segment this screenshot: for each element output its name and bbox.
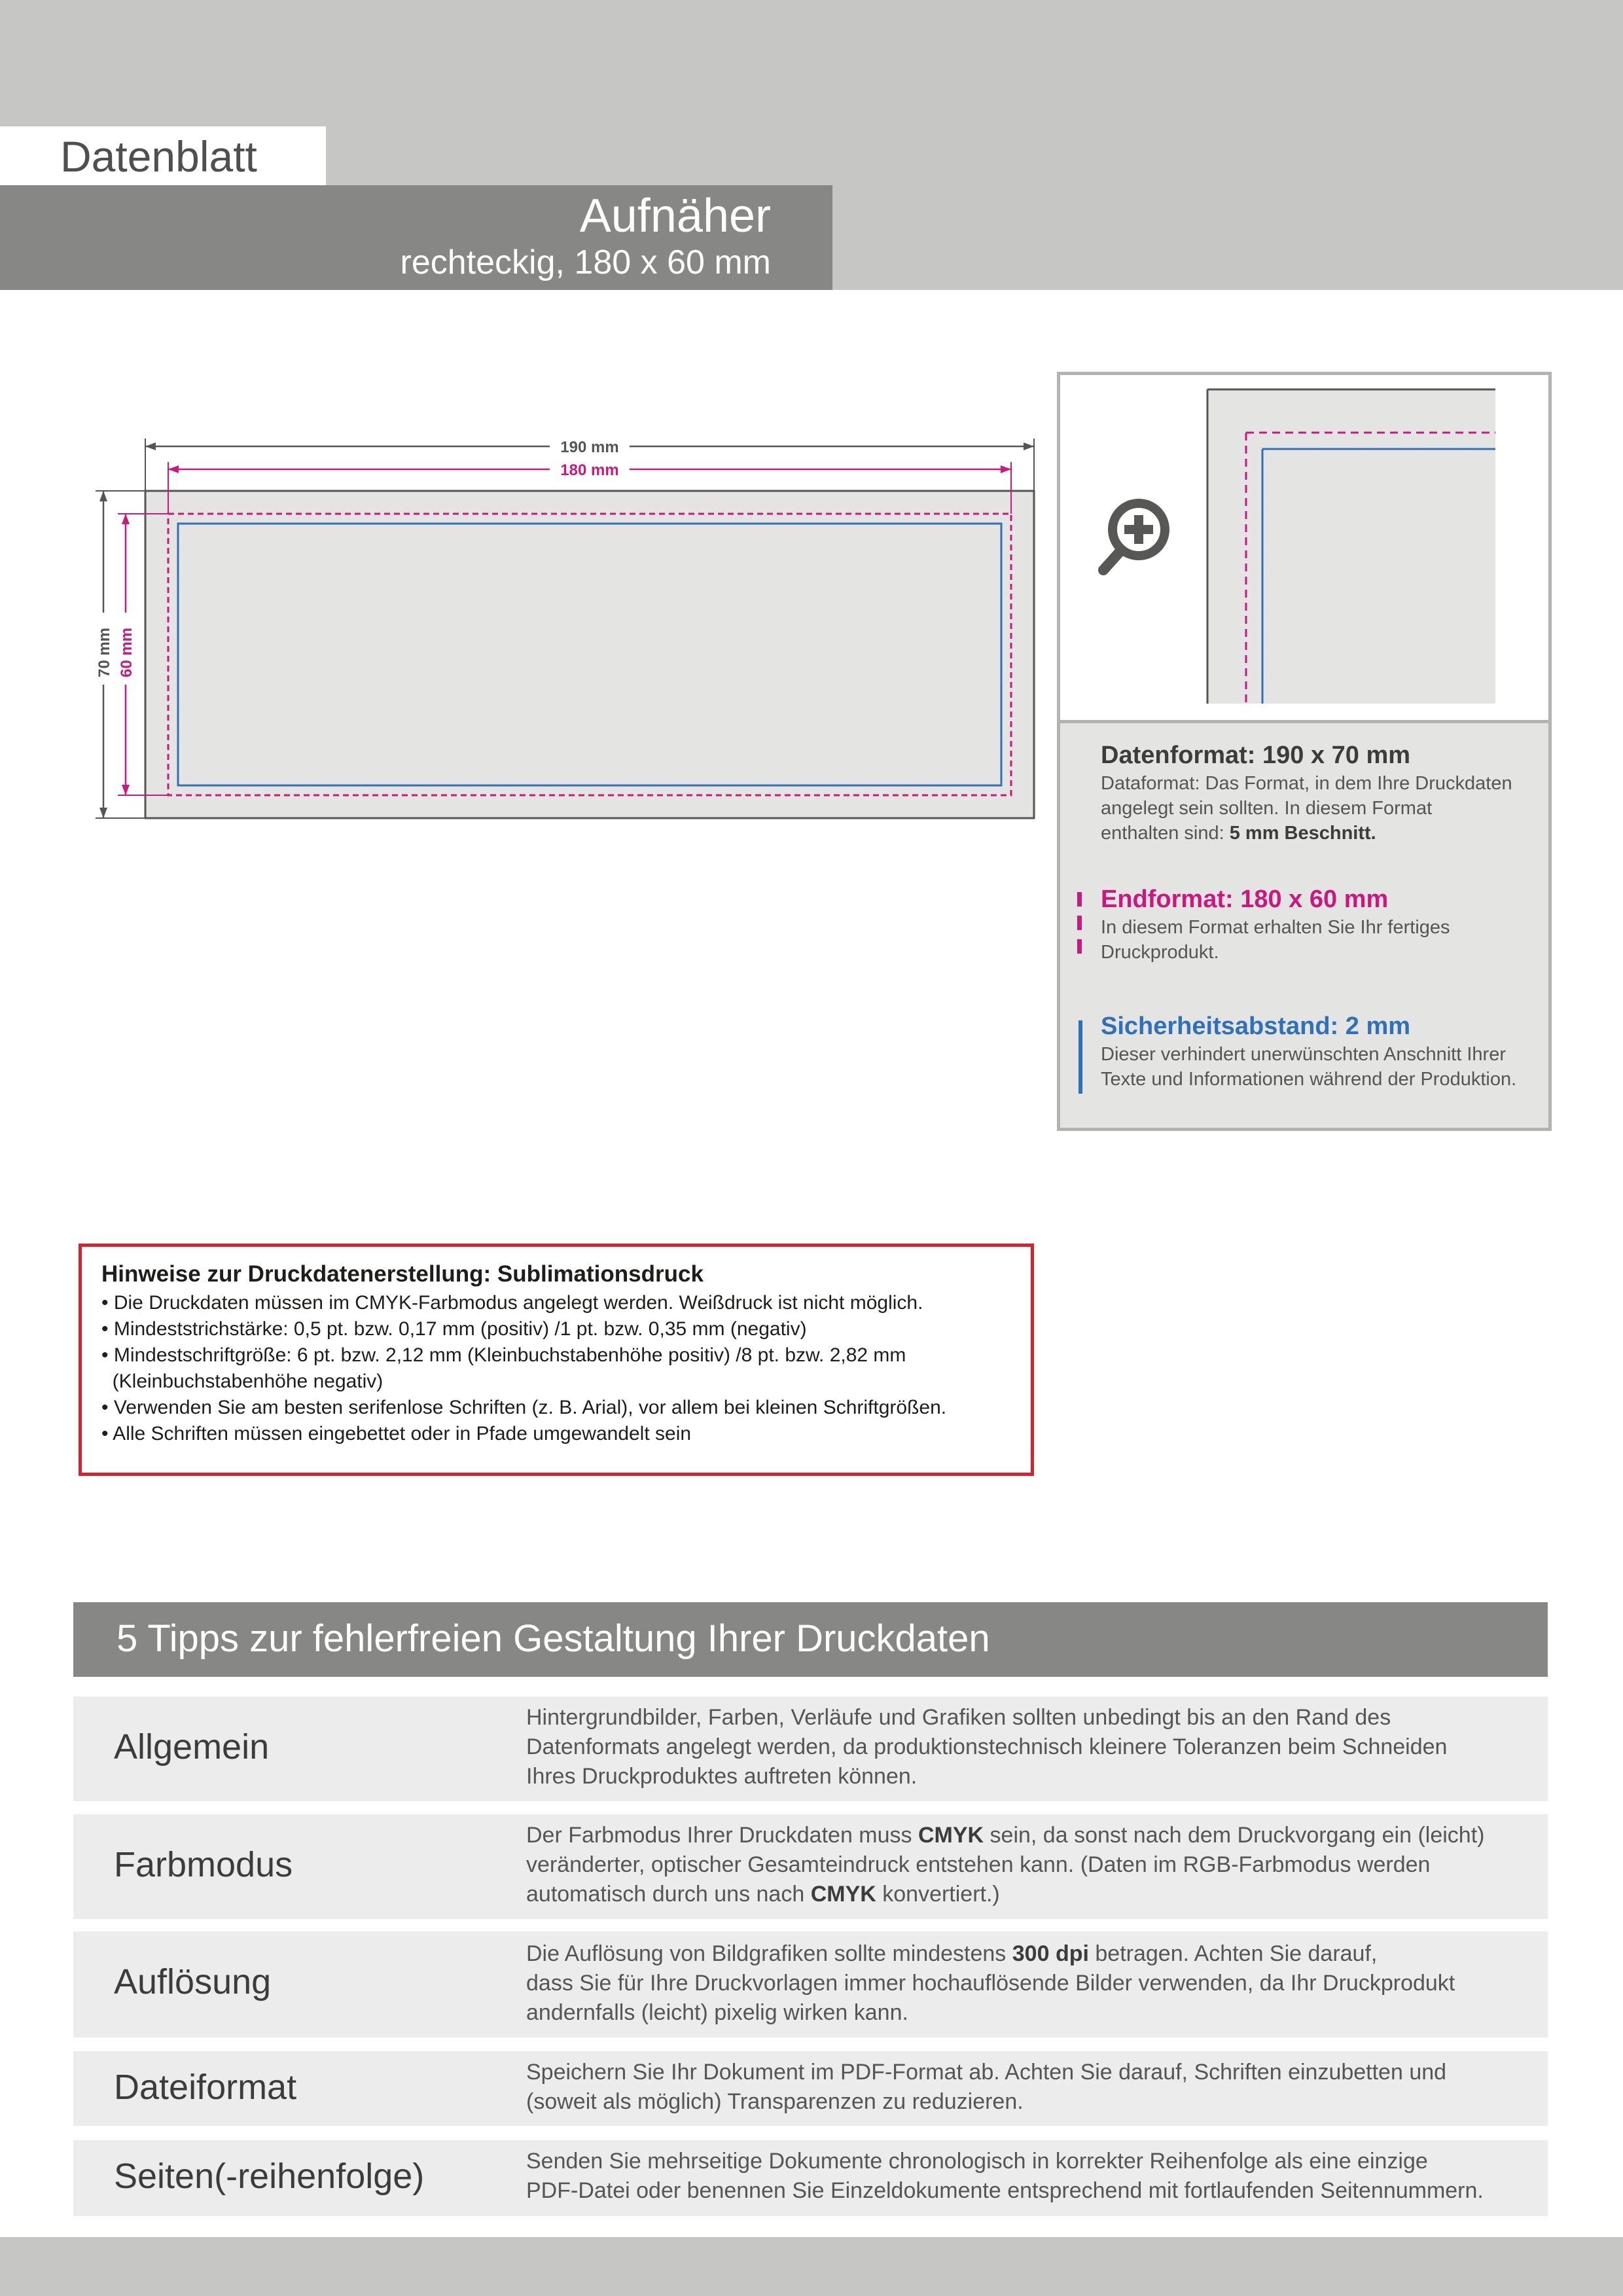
hint-item: • Verwenden Sie am besten serifenlose Schriften (z. B. Arial), vor allem bei kleinen Schriftgrößen. [101, 1397, 947, 1418]
hint-item: (Kleinbuchstabenhöhe negativ) [101, 1371, 383, 1392]
endformat-marker [1077, 939, 1082, 954]
tip-row-seitenreihenfolge [73, 2140, 1548, 2216]
format-legend-panel [1057, 372, 1552, 1131]
datenformat-line-3: enthalten sind: 5 mm Beschnitt. [1101, 823, 1376, 844]
datenblatt-tab [0, 126, 326, 185]
datenformat-title: Datenformat: 190 x 70 mm [1101, 742, 1411, 769]
footer-band [0, 2237, 1623, 2296]
zoom-detail [1060, 375, 1548, 723]
tip-title: Allgemein [114, 1727, 270, 1767]
data-format-rect [145, 491, 1034, 818]
tip-title: Farbmodus [114, 1845, 293, 1884]
endformat-line-1: In diesem Format erhalten Sie Ihr fertiges [1101, 917, 1450, 938]
product-title: Aufnäher [579, 190, 771, 242]
width-inner-label: 180 mm [560, 461, 619, 479]
endformat-marker [1077, 892, 1082, 906]
hints-title: Hinweise zur Druckdatenerstellung: Sublimationsdruck [101, 1261, 704, 1287]
datenformat-line-2: angelegt sein sollten. In diesem Format [1101, 798, 1433, 819]
tip-title: Seiten(-reihenfolge) [114, 2157, 425, 2196]
height-inner-label: 60 mm [118, 627, 135, 678]
endformat-line-2: Druckprodukt. [1101, 942, 1219, 963]
tip-text: Hintergrundbilder, Farben, Verläufe und Grafiken sollten unbedingt bis an den Rand des Datenformats angelegt werden, da produktionstechnisch kleinere Toleranzen beim Schneiden Ihres Druckproduktes auftreten können. [526, 1705, 1448, 1789]
tip-title: Auflösung [114, 1962, 272, 2001]
zoom-in-icon [1103, 503, 1165, 570]
print-hints-box [79, 1244, 1034, 1476]
sicherheitsabstand-line-2: Texte und Informationen während der Produktion. [1101, 1069, 1517, 1090]
format-drawing [79, 419, 1047, 838]
hint-item: • Die Druckdaten müssen im CMYK-Farbmodus angelegt werden. Weißdruck ist nicht möglich. [101, 1292, 923, 1314]
tip-row-dateiformat [73, 2051, 1548, 2126]
endformat-marker [1077, 916, 1082, 930]
tip-text: Der Farbmodus Ihrer Druckdaten muss CMYK sein, da sonst nach dem Druckvorgang ein (leicht) veränderter, optischer Gesamteindruck entstehen kann. (Daten im RGB-Farbmodus werden automatisch durch uns nach CMYK konvertiert.) [526, 1823, 1485, 1907]
tip-text: Speichern Sie Ihr Dokument im PDF-Format ab. Achten Sie darauf, Schriften einzubetten und (soweit als möglich) Transparenzen zu reduzieren. [526, 2060, 1447, 2114]
product-title-box [0, 185, 832, 290]
bleed-value: 5 mm Beschnitt. [1229, 823, 1376, 844]
tip-text: Senden Sie mehrseitige Dokumente chronologisch in korrekter Reihenfolge als eine einzige PDF-Datei oder benennen Sie Einzeldokumente entsprechend mit fortlaufenden Seitennummern. [526, 2149, 1484, 2203]
datenformat-line-1: Dataformat: Das Format, in dem Ihre Druckdaten [1101, 773, 1512, 794]
tips-header-title: 5 Tipps zur fehlerfreien Gestaltung Ihrer Druckdaten [116, 1617, 990, 1660]
hint-item: • Mindeststrichstärke: 0,5 pt. bzw. 0,17 mm (positiv) /1 pt. bzw. 0,35 mm (negativ) [101, 1318, 807, 1340]
safety-marker [1079, 1020, 1082, 1094]
height-outer-label: 70 mm [96, 627, 113, 678]
hints-list [101, 1290, 946, 1447]
tips-header [73, 1602, 1548, 1677]
tip-row-farbmodus [73, 1814, 1548, 1919]
sicherheitsabstand-line-1: Dieser verhindert unerwünschten Anschnitt Ihrer [1101, 1044, 1506, 1065]
tip-row-aufloesung [73, 1931, 1548, 2037]
corner-detail-graphic [1060, 375, 1548, 720]
datenblatt-label: Datenblatt [60, 132, 257, 181]
sicherheitsabstand-title: Sicherheitsabstand: 2 mm [1101, 1013, 1411, 1040]
endformat-title: Endformat: 180 x 60 mm [1101, 886, 1389, 913]
width-outer-label: 190 mm [560, 439, 619, 456]
hint-item: • Alle Schriften müssen eingebettet oder in Pfade umgewandelt sein [101, 1423, 692, 1444]
tip-row-allgemein [73, 1696, 1548, 1801]
tip-text: Die Auflösung von Bildgrafiken sollte mindestens 300 dpi betragen. Achten Sie darauf, dass Sie für Ihre Druckvorlagen immer hochauflösende Bilder verwenden, da Ihr Druckprodukt andernfalls (leicht) pixelig wirken kann. [526, 1941, 1455, 2025]
tip-title: Dateiformat [114, 2068, 297, 2107]
hint-item: • Mindestschriftgröße: 6 pt. bzw. 2,12 mm (Kleinbuchstabenhöhe positiv) /8 pt. bzw. 2,82 mm [101, 1344, 906, 1366]
product-spec: rechteckig, 180 x 60 mm [400, 243, 771, 281]
